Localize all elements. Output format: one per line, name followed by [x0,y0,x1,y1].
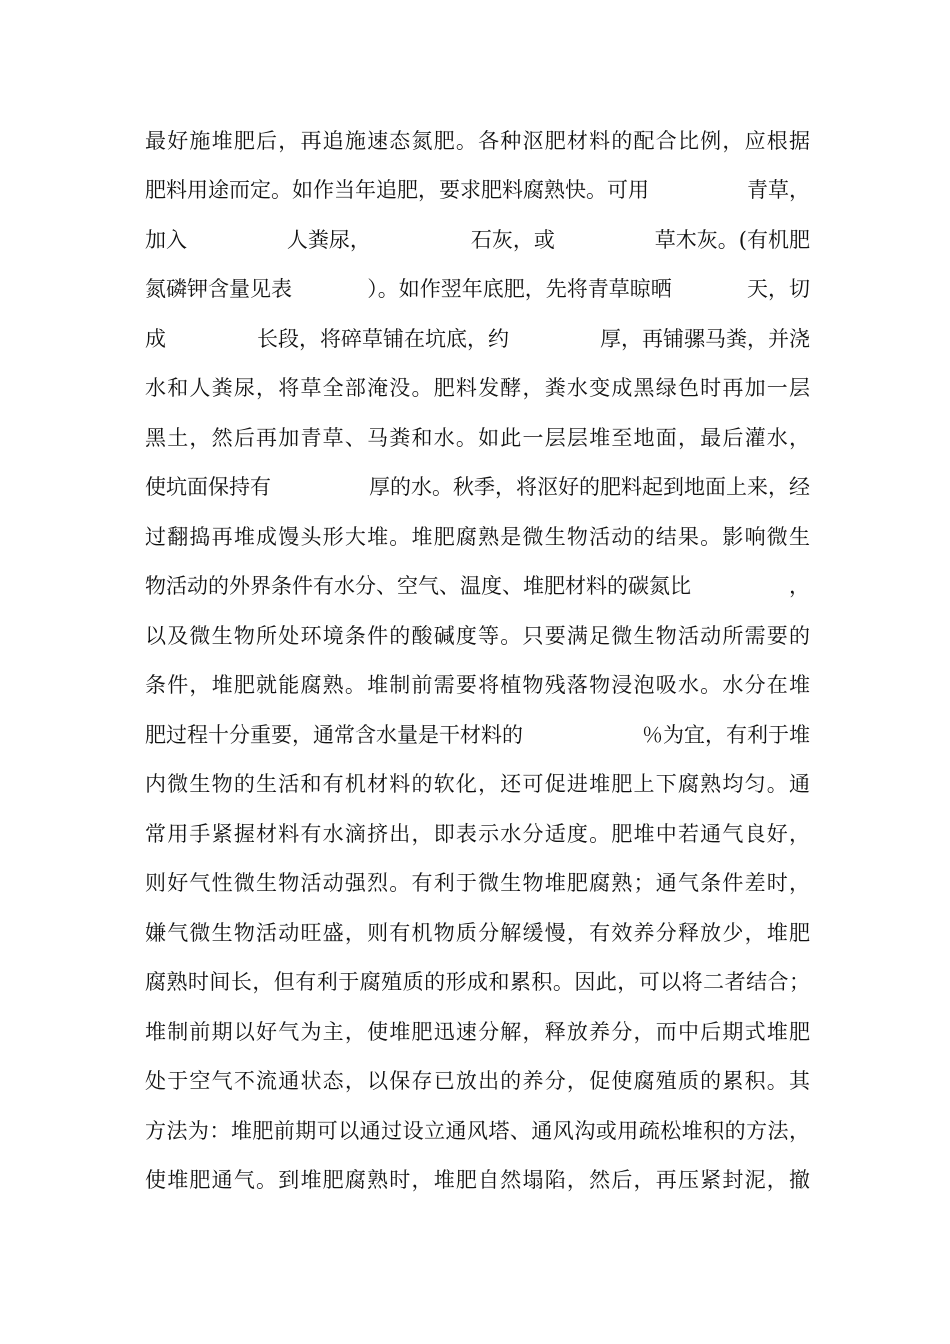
text-segment: 成 [145,326,166,351]
text-segment: 则好气性微生物活动强烈。有利于微生物堆肥腐熟；通气条件差时， [145,871,812,896]
text-segment: 加入 [145,227,187,252]
text-line [145,115,810,165]
text-segment: 方法为：堆肥前期可以通过设立通风塔、通风沟或用疏松堆积的方法， [145,1118,811,1143]
text-segment: 内微生物的生活和有机材料的软化，还可促进堆肥上下腐熟均匀。通 [145,772,812,797]
text-line [145,1056,810,1106]
text-line [145,1155,810,1205]
text-line [145,165,810,215]
text-segment: 物活动的外界条件有水分、空气、温度、堆肥材料的碳氮比 [145,574,691,599]
text-segment: 青草， [747,178,810,203]
text-segment: 厚的水。秋季，将沤好的肥料起到地面上来，经 [369,475,810,500]
text-segment: 腐熟时间长，但有利于腐殖质的形成和累积。因此，可以将二者结合； [145,970,811,995]
text-segment: 草木灰。(有机肥 [654,227,810,252]
text-segment: 水和人粪尿，将草全部淹没。肥料发酵，粪水变成黑绿色时再加一层 [145,376,812,401]
text-line [145,313,810,363]
text-segment: 使坑面保持有 [145,475,271,500]
body-text [145,115,810,1204]
text-segment: 黑土，然后再加青草、马粪和水。如此一层层堆至地面，最后灌水， [145,425,812,450]
text-segment: 以及微生物所处环境条件的酸碱度等。只要满足微生物活动所需要的 [145,623,812,648]
text-segment: 堆制前期以好气为主，使堆肥迅速分解，释放养分，而中后期式堆肥 [145,1019,812,1044]
text-segment: 过翻捣再堆成馒头形大堆。堆肥腐熟是微生物活动的结果。影响微生 [145,524,812,549]
text-segment: 使堆肥通气。到堆肥腐熟时，堆肥自然塌陷，然后，再压紧封泥，撤 [145,1168,812,1193]
text-segment: 厚，再铺骡马粪，并浇 [600,326,810,351]
text-line [145,363,810,413]
text-segment: 最好施堆肥后，再追施速态氮肥。各种沤肥材料的配合比例，应根据 [145,128,812,153]
text-line [145,412,810,462]
text-line [145,1006,810,1056]
text-line [145,511,810,561]
text-line [145,660,810,710]
text-line [145,759,810,809]
text-line [145,808,810,858]
text-line [145,907,810,957]
text-segment: 条件，堆肥就能腐熟。堆制前需要将植物残落物浸泡吸水。水分在堆 [145,673,812,698]
text-segment: 长段，将碎草铺在坑底，约 [257,326,509,351]
text-segment: ％为宜，有利于堆 [642,722,810,747]
text-segment: ， [789,574,810,599]
text-line [145,610,810,660]
text-line [145,214,810,264]
text-line [145,462,810,512]
text-segment: 肥过程十分重要，通常含水量是干材料的 [145,722,523,747]
text-line [145,709,810,759]
text-segment: 氮磷钾含量见表 [145,277,292,302]
text-segment: 嫌气微生物活动旺盛，则有机物质分解缓慢，有效养分释放少，堆肥 [145,920,812,945]
text-segment: 肥料用途而定。如作当年追肥，要求肥料腐熟快。可用 [145,178,649,203]
text-line [145,264,810,314]
text-segment: 人粪尿， [286,227,371,252]
text-segment: 常用手紧握材料有水滴挤出，即表示水分适度。肥堆中若通气良好， [145,821,812,846]
text-line [145,1105,810,1155]
text-segment: 石灰，或 [470,227,555,252]
text-segment: 处于空气不流通状态，以保存已放出的养分，促使腐殖质的累积。其 [145,1069,812,1094]
text-line [145,561,810,611]
text-segment: 天，切 [747,277,810,302]
text-segment: ）。如作翌年底肥，先将青草晾晒 [367,277,672,302]
text-line [145,957,810,1007]
text-line [145,858,810,908]
